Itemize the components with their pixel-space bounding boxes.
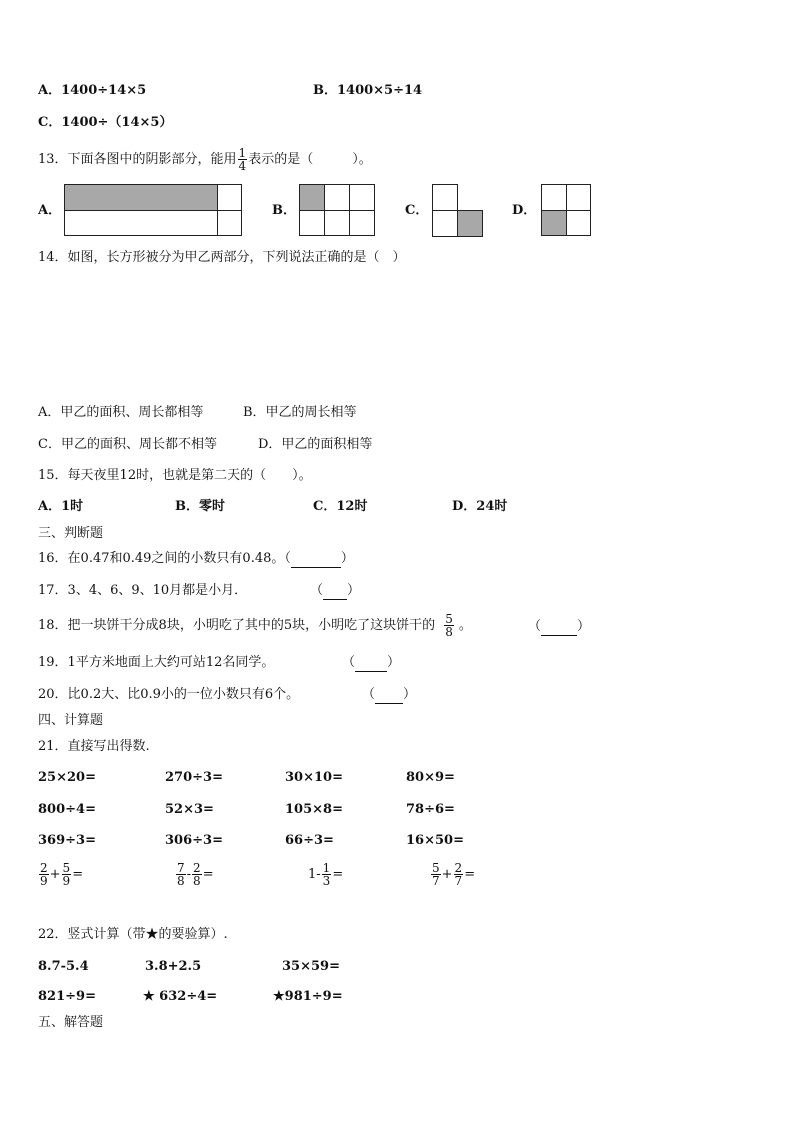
q18-fraction <box>444 613 454 638</box>
q13-c-cell <box>432 210 458 237</box>
q21-item: 66÷3= <box>285 833 334 848</box>
frac-num: 2 <box>193 861 201 875</box>
q13-frac-num: 1 <box>238 146 247 160</box>
q22-item: 821÷9= <box>38 989 96 1004</box>
q13-a-cell <box>218 210 242 236</box>
q16 <box>38 551 354 568</box>
q17-answer <box>310 583 360 600</box>
q14-option-c: C．甲乙的面积、周长都不相等 <box>38 437 217 452</box>
q14-option-b: B．甲乙的周长相等 <box>243 405 357 420</box>
q18-frac-den: 8 <box>445 625 453 639</box>
q17-open: （ <box>310 583 324 598</box>
q13-b-cell <box>325 210 350 236</box>
q13-a-cell <box>65 210 218 236</box>
q19-open: （ <box>342 655 356 670</box>
q21-item: 306÷3= <box>165 833 223 848</box>
q13-stem-pre: 13．下面各图中的阴影部分，能用 <box>38 152 237 167</box>
q13-figure-a <box>64 184 242 236</box>
q16-close: ） <box>340 551 354 566</box>
operator: - <box>186 867 192 882</box>
q18 <box>38 612 472 640</box>
q14-option-a: A．甲乙的面积、周长都相等 <box>38 405 204 420</box>
q12-option-a: A．1400÷14×5 <box>38 83 147 98</box>
q16-text: 16．在0.47和0.49之间的小数只有0.48。（ <box>38 551 291 566</box>
q21-fraction-expr <box>308 860 343 890</box>
fraction <box>39 862 49 887</box>
q15-option-a: A．1时 <box>38 499 84 514</box>
operator: + <box>49 867 61 882</box>
q13-label-c: C． <box>405 203 429 218</box>
fraction <box>192 862 202 887</box>
q18-close: ） <box>577 619 591 634</box>
frac-den: 7 <box>432 874 440 888</box>
q21-item: 80×9= <box>406 770 455 785</box>
q13-c-shaded-cell <box>457 210 483 237</box>
lead-term: 1- <box>308 867 321 882</box>
q18-answer <box>528 619 590 636</box>
q12-option-c: C．1400÷（14×5） <box>38 115 173 130</box>
q22-stem: 22．竖式计算（带★的要验算）. <box>38 927 228 942</box>
q17-answer-blank[interactable] <box>323 583 347 600</box>
q19-answer-blank[interactable] <box>355 655 387 672</box>
q22-item: ★ 632÷4= <box>143 989 218 1004</box>
frac-num: 1 <box>322 861 331 875</box>
q22-item: ★981÷9= <box>273 989 343 1004</box>
q18-text-post: 。 <box>458 618 472 633</box>
q13-frac-den: 4 <box>238 159 247 173</box>
q21-item: 369÷3= <box>38 833 96 848</box>
q21-item: 78÷6= <box>406 802 455 817</box>
q13-d-cell <box>566 185 591 211</box>
q19-close: ） <box>387 655 401 670</box>
q13-figure-d <box>541 184 591 236</box>
q22-item: 8.7-5.4 <box>38 959 89 974</box>
q20-close: ） <box>403 687 417 702</box>
section-title-word-problems: 五、解答题 <box>38 1015 104 1030</box>
q20-open: （ <box>362 687 376 702</box>
q14-stem: 14．如图，长方形被分为甲乙两部分，下列说法正确的是（ ） <box>38 250 406 265</box>
frac-num: 2 <box>454 861 463 875</box>
frac-num: 5 <box>62 861 71 875</box>
q18-answer-blank[interactable] <box>541 619 577 636</box>
q21-item: 105×8= <box>285 802 343 817</box>
frac-den: 9 <box>40 874 48 888</box>
q13-label-b: B． <box>272 203 296 218</box>
frac-num: 5 <box>432 861 440 875</box>
q13-c-cell-top <box>432 184 458 211</box>
frac-den: 3 <box>322 874 331 888</box>
fraction <box>322 862 332 887</box>
q19-answer <box>342 655 400 672</box>
q13-b-cell <box>350 185 375 211</box>
q13-label-a: A． <box>38 203 62 218</box>
frac-num: 2 <box>40 861 48 875</box>
q13-b-cell <box>300 210 325 236</box>
q14-option-d: D．甲乙的面积相等 <box>258 437 373 452</box>
q12-option-b: B．1400×5÷14 <box>313 83 423 98</box>
q22-item: 3.8+2.5 <box>145 959 202 974</box>
fraction <box>431 862 441 887</box>
q13-b-cell <box>350 210 375 236</box>
q21-stem: 21．直接写出得数. <box>38 739 150 754</box>
q17-close: ） <box>347 583 361 598</box>
frac-den: 8 <box>193 874 201 888</box>
q21-fraction-expr <box>175 860 214 890</box>
q21-item: 16×50= <box>406 833 464 848</box>
q13-d-cell <box>566 210 591 236</box>
q22-item: 35×59= <box>282 959 340 974</box>
q13-d-shaded-cell <box>542 210 567 236</box>
equals: = <box>332 867 344 882</box>
fraction <box>176 862 186 887</box>
q13-a-shaded-cell <box>65 185 218 211</box>
q15-stem: 15．每天夜里12时，也就是第二天的（ ）。 <box>38 468 312 483</box>
frac-den: 9 <box>62 874 71 888</box>
q13-a-cell <box>218 185 242 211</box>
section-title-calculation: 四、计算题 <box>38 713 104 728</box>
q13-label-d: D． <box>512 203 537 218</box>
equals: = <box>72 867 84 882</box>
q21-item: 800÷4= <box>38 802 96 817</box>
frac-den: 7 <box>454 874 463 888</box>
fraction <box>62 862 72 887</box>
q20-answer <box>362 687 416 704</box>
q13-stem-post: 表示的是（ ）。 <box>248 152 372 167</box>
q13-stem <box>38 146 372 174</box>
equals: = <box>202 867 214 882</box>
q15-option-d: D．24时 <box>452 499 508 514</box>
frac-den: 8 <box>177 874 185 888</box>
frac-num: 7 <box>177 861 185 875</box>
q21-item: 30×10= <box>285 770 343 785</box>
q21-item: 270÷3= <box>165 770 223 785</box>
q18-frac-num: 5 <box>445 612 453 626</box>
q16-answer-blank[interactable] <box>291 551 341 568</box>
q13-d-cell <box>542 185 567 211</box>
q18-text-pre: 18．把一块饼干分成8块，小明吃了其中的5块，小明吃了这块饼干的 <box>38 618 436 633</box>
q13-figure-b <box>299 184 375 236</box>
q15-option-c: C．12时 <box>313 499 368 514</box>
section-title-judgement: 三、判断题 <box>38 526 104 541</box>
equals: = <box>464 867 476 882</box>
q21-item: 52×3= <box>165 802 214 817</box>
q15-option-b: B．零时 <box>175 499 225 514</box>
q20-text: 20．比0.2大、比0.9小的一位小数只有6个。 <box>38 687 300 702</box>
q18-open: （ <box>528 619 542 634</box>
q21-fraction-expr <box>38 860 83 890</box>
q13-b-cell <box>325 185 350 211</box>
fraction <box>454 862 464 887</box>
q13-b-shaded-cell <box>300 185 325 211</box>
q20-answer-blank[interactable] <box>375 687 403 704</box>
q17-text: 17．3、4、6、9、10月都是小月． <box>38 583 248 598</box>
operator: + <box>441 867 453 882</box>
q19-text: 19．1平方米地面上大约可站12名同学。 <box>38 655 275 670</box>
q21-item: 25×20= <box>38 770 96 785</box>
q21-fraction-expr <box>430 860 475 890</box>
q13-fraction <box>238 147 248 172</box>
